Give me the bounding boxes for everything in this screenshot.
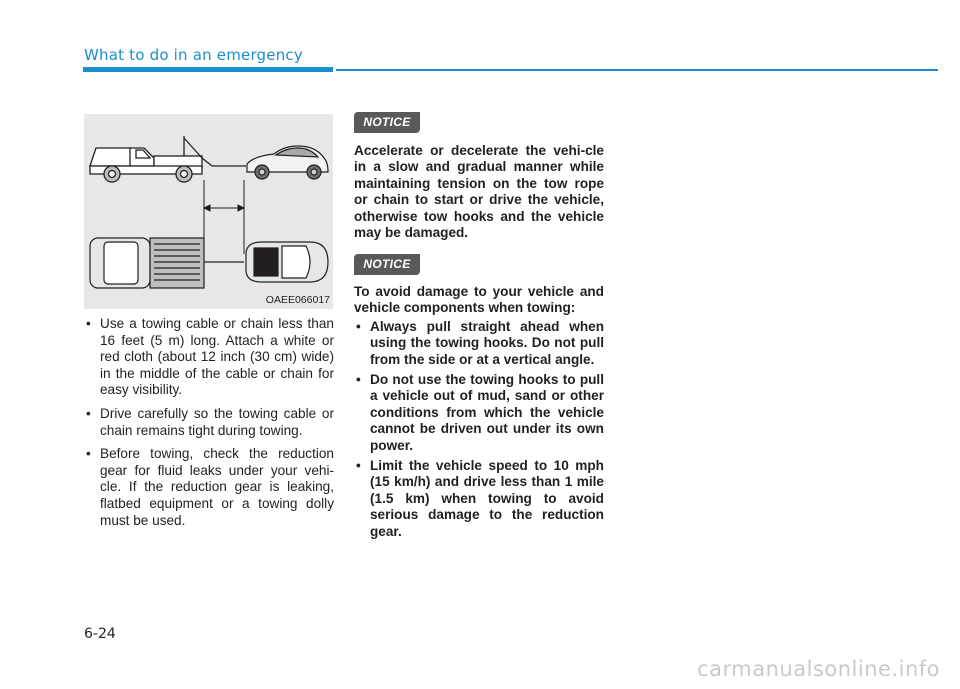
towed-car-top-icon	[246, 242, 328, 282]
tow-truck-side-icon	[90, 136, 246, 182]
page-number: 6-24	[84, 626, 116, 642]
distance-indicator-icon	[204, 180, 244, 254]
figure-code: OAEE066017	[265, 294, 330, 306]
notice-badge: NOTICE	[354, 254, 420, 275]
list-item: • Do not use the towing hooks to pull a vehicle out of mud, sand or other conditions from which the vehicle cannot be driven out under its own power.	[354, 372, 604, 454]
towing-diagram-graphic	[84, 114, 333, 309]
notice-badge: NOTICE	[354, 112, 420, 133]
list-item: • Drive carefully so the towing cable or chain remains tight during towing.	[84, 406, 334, 439]
list-item: • Always pull straight ahead when using the towing hooks. Do not pull from the side or at a vertical angle.	[354, 319, 604, 368]
watermark: carmanualsonline.info	[697, 657, 940, 681]
notice-2-intro: To avoid damage to your vehicle and vehicle components when towing:	[354, 284, 604, 316]
notice-1-text: Accelerate or decelerate the vehi-cle in a slow and gradual manner while maintaining tension on the tow rope or chain to start or drive the vehicle, otherwise tow hooks and the vehicle may be damaged.	[354, 143, 604, 241]
section-title: What to do in an emergency	[84, 46, 303, 64]
header-rule-thick	[83, 67, 333, 72]
tow-truck-top-icon	[90, 238, 244, 288]
notice-1-body	[354, 143, 604, 241]
header-rule-thin	[336, 69, 938, 71]
list-item: • Use a towing cable or chain less than 16 feet (5 m) long. Attach a white or red cloth (about 12 inch (30 cm) wide) in the middle of the cable or chain for easy visibility.	[84, 316, 334, 399]
towed-car-side-icon	[247, 146, 328, 179]
left-column	[84, 316, 334, 536]
list-item: • Limit the vehicle speed to 10 mph (15 km/h) and drive less than 1 mile (1.5 km) when towing to avoid serious damage to the reduction gear.	[354, 458, 604, 540]
towing-tips-list	[84, 316, 334, 529]
notice-2-body	[354, 284, 604, 544]
list-item: • Before towing, check the reduction gear for fluid leaks under your vehi-cle. If the reduction gear is leaking, flatbed equipment or a towing dolly must be used.	[84, 446, 334, 529]
towing-illustration	[84, 114, 333, 309]
notice-2-list	[354, 319, 604, 540]
